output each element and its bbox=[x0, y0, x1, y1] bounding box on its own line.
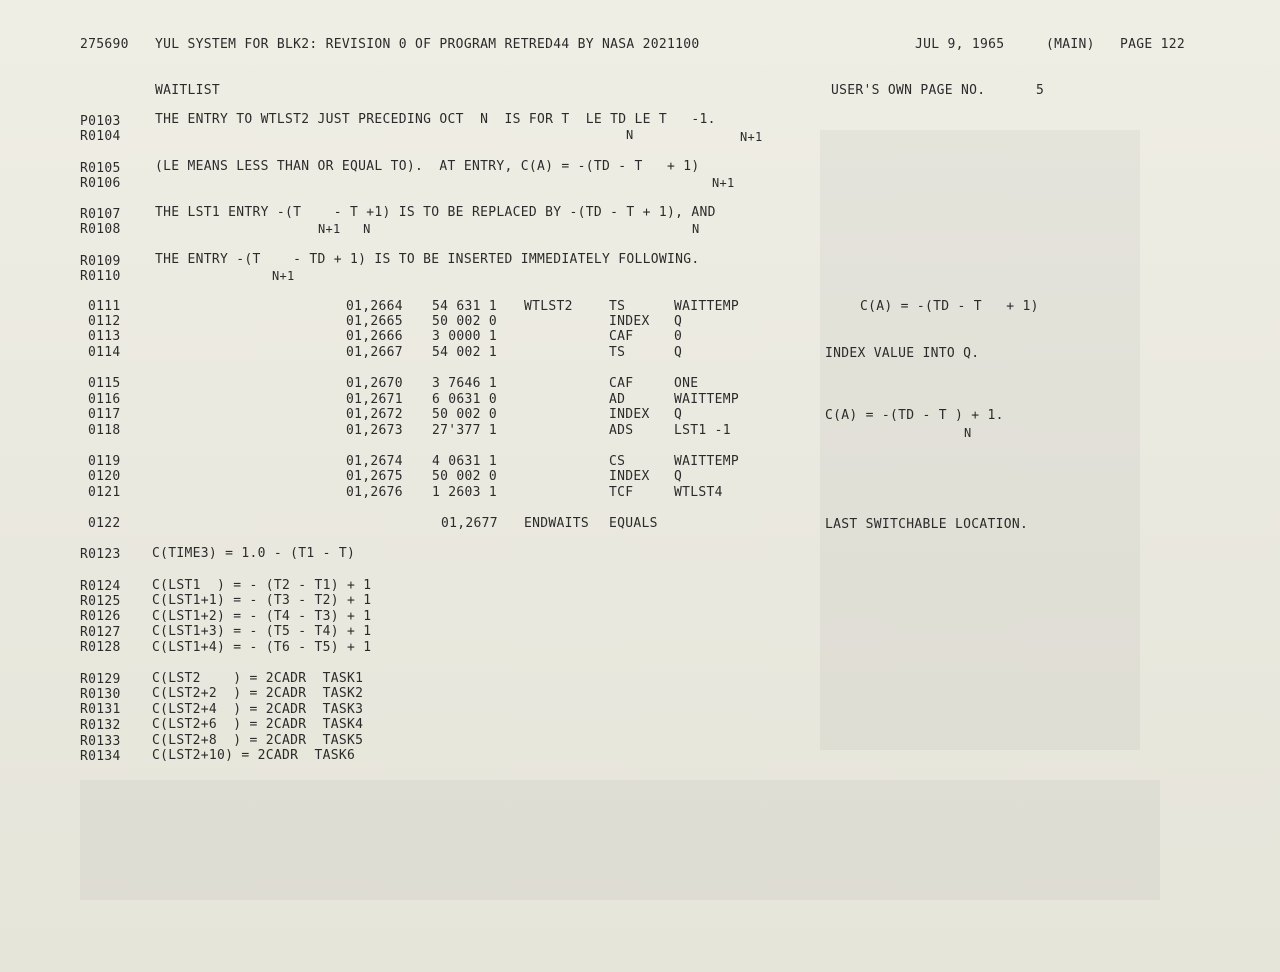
subscript: N bbox=[692, 222, 700, 236]
page-title: YUL SYSTEM FOR BLK2: REVISION 0 OF PROGRAM RETRED44 BY NASA 2021100 bbox=[155, 37, 700, 52]
opcode: TS bbox=[609, 345, 626, 360]
remark-text: THE ENTRY -(T - TD + 1) IS TO BE INSERTED IMMEDIATELY FOLLOWING. bbox=[155, 252, 700, 267]
line-label: R0110 bbox=[80, 269, 121, 284]
line-label: R0107 bbox=[80, 207, 121, 222]
line-label: R0109 bbox=[80, 254, 121, 269]
remark-text: C(TIME3) = 1.0 - (T1 - T) bbox=[152, 546, 356, 561]
code-comment: INDEX VALUE INTO Q. bbox=[825, 346, 980, 361]
address: 01,2674 bbox=[346, 454, 403, 469]
remark-text: C(LST2 ) = 2CADR TASK1 bbox=[152, 671, 364, 686]
listing-id: 275690 bbox=[80, 37, 129, 52]
octal-code: 50 002 0 bbox=[432, 314, 498, 329]
remark-text: C(LST2+8 ) = 2CADR TASK5 bbox=[152, 733, 364, 748]
line-number: 0122 bbox=[88, 516, 121, 531]
line-number: 0121 bbox=[88, 485, 121, 500]
remark-text: THE ENTRY TO WTLST2 JUST PRECEDING OCT N IS FOR T LE TD LE T -1. bbox=[155, 112, 716, 127]
line-label: R0132 bbox=[80, 718, 121, 733]
operand: ONE bbox=[674, 376, 699, 391]
octal-code: 1 2603 1 bbox=[432, 485, 498, 500]
opcode: TS bbox=[609, 299, 626, 314]
subscript: N+1 N bbox=[318, 222, 371, 236]
line-number: 0114 bbox=[88, 345, 121, 360]
operand: LST1 -1 bbox=[674, 423, 731, 438]
page-number: PAGE 122 bbox=[1120, 37, 1186, 52]
address: 01,2666 bbox=[346, 329, 403, 344]
address: 01,2676 bbox=[346, 485, 403, 500]
remark-text: (LE MEANS LESS THAN OR EQUAL TO). AT ENTRY, C(A) = -(TD - T + 1) bbox=[155, 159, 700, 174]
code-comment: C(A) = -(TD - T ) + 1. bbox=[825, 408, 1004, 423]
address: 01,2673 bbox=[346, 423, 403, 438]
opcode: INDEX bbox=[609, 314, 650, 329]
operand: 0 bbox=[674, 329, 683, 344]
code-label: ENDWAITS bbox=[524, 516, 590, 531]
line-label: R0104 bbox=[80, 129, 121, 144]
octal-code: 54 002 1 bbox=[432, 345, 498, 360]
opcode: ADS bbox=[609, 423, 634, 438]
remark-text: C(LST2+4 ) = 2CADR TASK3 bbox=[152, 702, 364, 717]
remark-text: C(LST1+3) = - (T5 - T4) + 1 bbox=[152, 624, 372, 639]
octal-code: 4 0631 1 bbox=[432, 454, 498, 469]
user-page-label: USER'S OWN PAGE NO. bbox=[831, 83, 986, 98]
line-label: R0130 bbox=[80, 687, 121, 702]
operand: WAITTEMP bbox=[674, 454, 740, 469]
octal-code: 3 0000 1 bbox=[432, 329, 498, 344]
subscript: N bbox=[626, 128, 634, 142]
line-label: R0127 bbox=[80, 625, 121, 640]
line-number: 0117 bbox=[88, 407, 121, 422]
address: 01,2667 bbox=[346, 345, 403, 360]
line-label: R0108 bbox=[80, 222, 121, 237]
operand: Q bbox=[674, 469, 683, 484]
remark-text: C(LST2+6 ) = 2CADR TASK4 bbox=[152, 717, 364, 732]
octal-code: 50 002 0 bbox=[432, 469, 498, 484]
opcode: TCF bbox=[609, 485, 634, 500]
line-label: R0125 bbox=[80, 594, 121, 609]
operand: Q bbox=[674, 345, 683, 360]
line-label: R0106 bbox=[80, 176, 121, 191]
opcode: CAF bbox=[609, 329, 634, 344]
line-label: R0129 bbox=[80, 672, 121, 687]
subscript: N+1 bbox=[272, 269, 295, 283]
line-label: R0105 bbox=[80, 161, 121, 176]
opcode: INDEX bbox=[609, 407, 650, 422]
remark-text: C(LST2+10) = 2CADR TASK6 bbox=[152, 748, 356, 763]
bleed-through-shadow bbox=[80, 780, 1160, 900]
address: 01,2670 bbox=[346, 376, 403, 391]
opcode: AD bbox=[609, 392, 626, 407]
octal-code: 27'377 1 bbox=[432, 423, 498, 438]
line-label: R0131 bbox=[80, 702, 121, 717]
section-tag: (MAIN) bbox=[1046, 37, 1095, 52]
listing-date: JUL 9, 1965 bbox=[915, 37, 1005, 52]
line-number: 0116 bbox=[88, 392, 121, 407]
code-comment: LAST SWITCHABLE LOCATION. bbox=[825, 517, 1029, 532]
bleed-through-shadow bbox=[820, 130, 1140, 750]
line-label: R0123 bbox=[80, 547, 121, 562]
remark-text: C(LST2+2 ) = 2CADR TASK2 bbox=[152, 686, 364, 701]
remark-text: C(LST1+1) = - (T3 - T2) + 1 bbox=[152, 593, 372, 608]
octal-code: 6 0631 0 bbox=[432, 392, 498, 407]
section-name: WAITLIST bbox=[155, 83, 221, 98]
address: 01,2665 bbox=[346, 314, 403, 329]
subscript: N+1 bbox=[740, 130, 763, 144]
remark-text: C(LST1+2) = - (T4 - T3) + 1 bbox=[152, 609, 372, 624]
address: 01,2672 bbox=[346, 407, 403, 422]
line-number: 0111 bbox=[88, 299, 121, 314]
subscript: N+1 bbox=[712, 176, 735, 190]
operand: Q bbox=[674, 314, 683, 329]
line-label: R0126 bbox=[80, 609, 121, 624]
operand: WAITTEMP bbox=[674, 392, 740, 407]
remark-text: THE LST1 ENTRY -(T - T +1) IS TO BE REPLACED BY -(TD - T + 1), AND bbox=[155, 205, 716, 220]
line-label: R0128 bbox=[80, 640, 121, 655]
user-page-number: 5 bbox=[1036, 83, 1045, 98]
line-number: 0120 bbox=[88, 469, 121, 484]
line-label: R0133 bbox=[80, 734, 121, 749]
opcode: CS bbox=[609, 454, 626, 469]
operand: WTLST4 bbox=[674, 485, 723, 500]
line-number: 0113 bbox=[88, 329, 121, 344]
address: 01,2671 bbox=[346, 392, 403, 407]
code-comment: C(A) = -(TD - T + 1) bbox=[860, 299, 1039, 314]
octal-code: 54 631 1 bbox=[432, 299, 498, 314]
line-number: 0112 bbox=[88, 314, 121, 329]
remark-text: C(LST1 ) = - (T2 - T1) + 1 bbox=[152, 578, 372, 593]
octal-code: 3 7646 1 bbox=[432, 376, 498, 391]
address: 01,2675 bbox=[346, 469, 403, 484]
remark-text: C(LST1+4) = - (T6 - T5) + 1 bbox=[152, 640, 372, 655]
line-number: 0119 bbox=[88, 454, 121, 469]
line-label: P0103 bbox=[80, 114, 121, 129]
octal-code: 50 002 0 bbox=[432, 407, 498, 422]
subscript: N bbox=[964, 426, 972, 440]
operand: WAITTEMP bbox=[674, 299, 740, 314]
line-number: 0118 bbox=[88, 423, 121, 438]
opcode: EQUALS bbox=[609, 516, 658, 531]
operand: Q bbox=[674, 407, 683, 422]
opcode: INDEX bbox=[609, 469, 650, 484]
line-label: R0134 bbox=[80, 749, 121, 764]
code-label: WTLST2 bbox=[524, 299, 573, 314]
opcode: CAF bbox=[609, 376, 634, 391]
line-number: 0115 bbox=[88, 376, 121, 391]
address: 01,2677 bbox=[441, 516, 498, 531]
line-label: R0124 bbox=[80, 579, 121, 594]
address: 01,2664 bbox=[346, 299, 403, 314]
